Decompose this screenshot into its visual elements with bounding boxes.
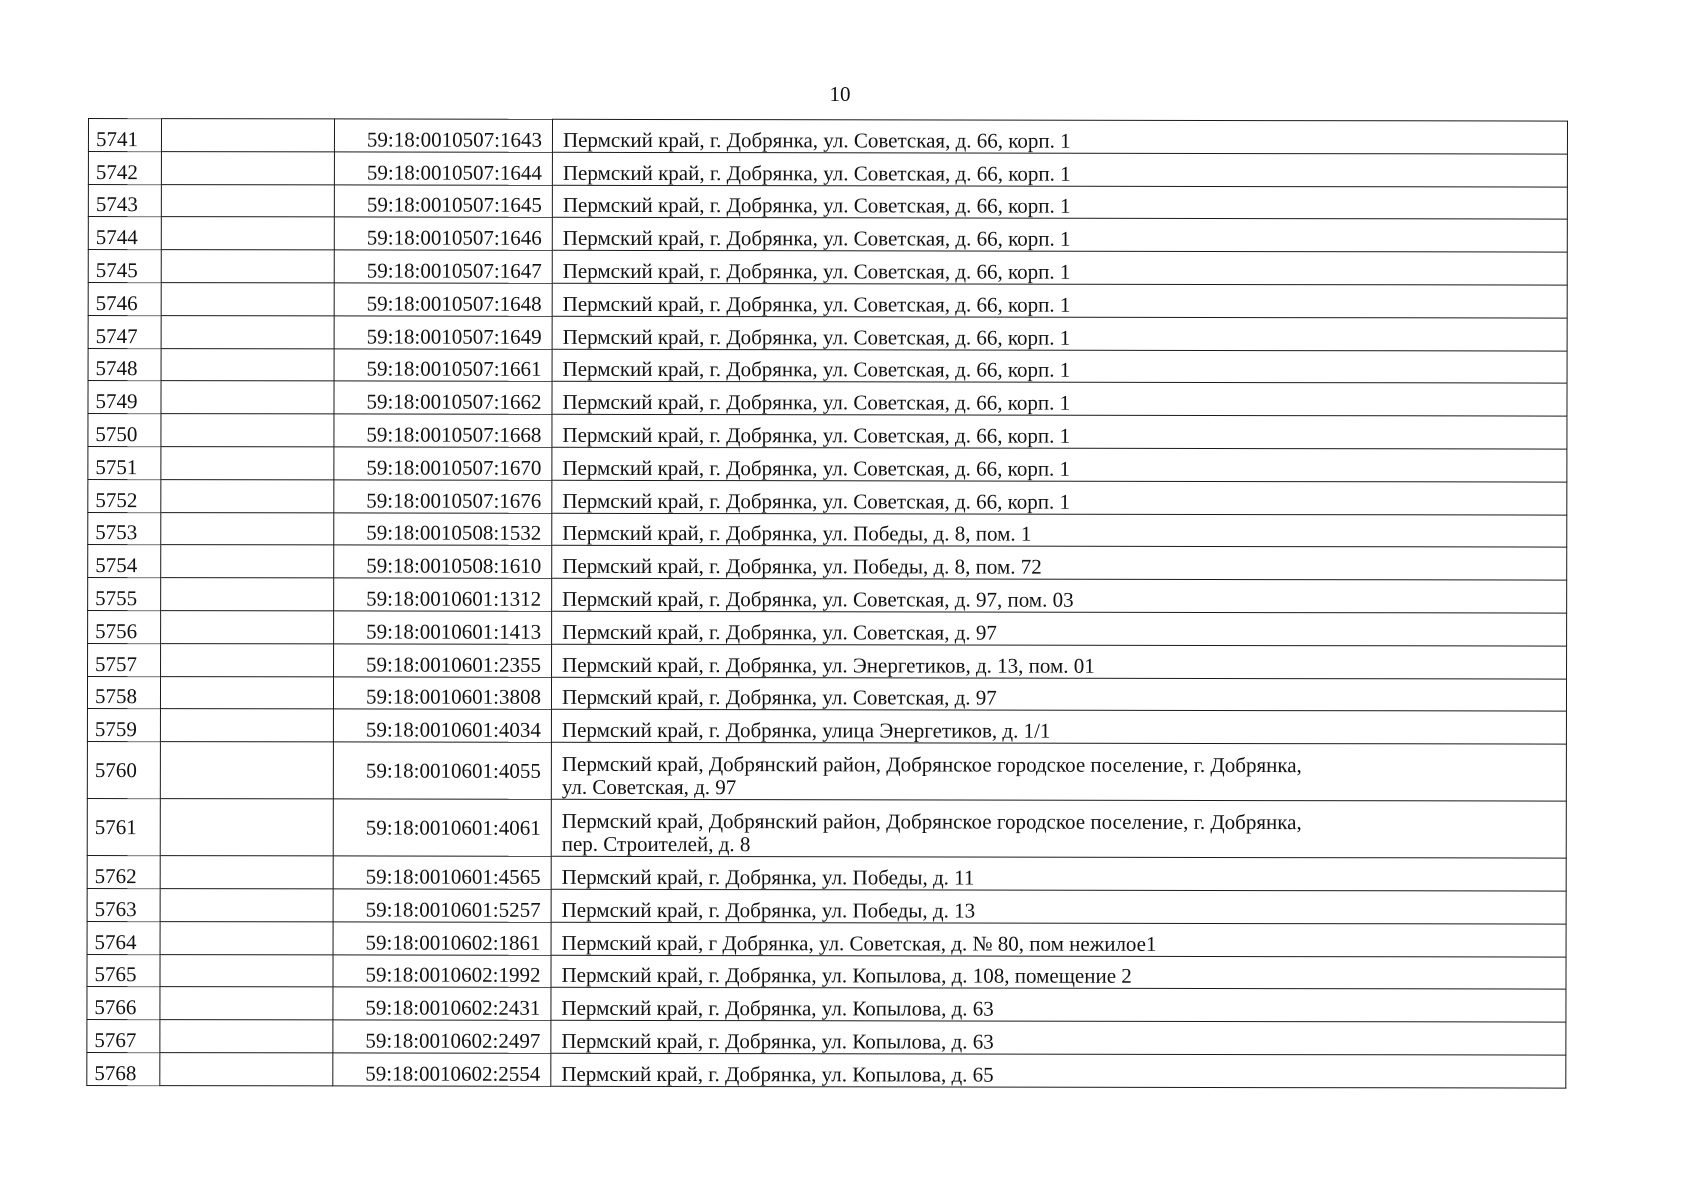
address-cell	[552, 185, 1567, 220]
address-line: Пермский край, г. Добрянка, ул. Энергетиков, д. 13, пом. 01	[562, 652, 1095, 678]
table-row	[87, 742, 1566, 802]
table-row	[87, 888, 1566, 923]
table-row	[88, 381, 1567, 416]
address-cell	[551, 1053, 1566, 1088]
address-line: Пермский край, г. Добрянка, ул. Советская, д. 66, корп. 1	[562, 324, 1071, 350]
cadastral-number: 59:18:0010507:1645	[334, 185, 552, 218]
row-number: 5761	[87, 799, 160, 856]
empty-cell	[161, 578, 334, 611]
address-cell	[552, 119, 1567, 154]
address-cell	[552, 513, 1567, 548]
address-line: Пермский край, г. Добрянка, ул. Копылова, д. 65	[561, 1061, 994, 1087]
empty-cell	[160, 742, 333, 799]
cadastral-number: 59:18:0010602:1992	[333, 954, 551, 987]
empty-cell	[161, 217, 334, 250]
cadastral-number: 59:18:0010508:1610	[334, 545, 552, 578]
address-cell	[552, 414, 1567, 449]
row-number: 5749	[88, 381, 161, 414]
address-cell	[552, 447, 1567, 482]
empty-cell	[161, 447, 334, 480]
row-number: 5764	[87, 921, 160, 954]
table-row	[87, 676, 1566, 711]
row-number: 5748	[88, 348, 161, 381]
address-cell	[552, 480, 1567, 515]
table-row	[88, 578, 1567, 613]
table-row	[88, 610, 1567, 645]
table-row	[88, 250, 1567, 285]
address-line: Пермский край, г. Добрянка, ул. Победы, д. 8, пом. 1	[562, 521, 1032, 547]
row-number: 5765	[87, 954, 160, 987]
address-line: пер. Строителей, д. 8	[561, 831, 751, 857]
empty-cell	[161, 643, 334, 676]
empty-cell	[161, 348, 334, 381]
row-number: 5754	[88, 545, 161, 578]
table-row	[88, 643, 1567, 678]
empty-cell	[160, 1020, 333, 1053]
empty-cell	[161, 119, 334, 152]
table-row	[88, 348, 1567, 383]
empty-cell	[160, 921, 333, 954]
table-row	[87, 709, 1566, 744]
address-cell	[552, 644, 1567, 679]
cadastral-number: 59:18:0010507:1648	[334, 283, 552, 316]
row-number: 5753	[88, 512, 161, 545]
empty-cell	[161, 315, 334, 348]
address-line: Пермский край, г Добрянка, ул. Советская, д. № 80, пом нежилое1	[561, 930, 1157, 956]
cadastral-number: 59:18:0010602:2554	[333, 1053, 551, 1086]
cadastral-number: 59:18:0010602:2497	[333, 1020, 551, 1053]
address-cell	[551, 856, 1566, 891]
empty-cell	[161, 250, 334, 283]
table-row	[88, 119, 1567, 154]
row-number: 5760	[87, 742, 160, 799]
cadastral-number: 59:18:0010507:1649	[334, 316, 552, 349]
address-line: Пермский край, г. Добрянка, ул. Советская, д. 97, пом. 03	[562, 586, 1074, 612]
address-line: Пермский край, г. Добрянка, ул. Победы, д. 8, пом. 72	[562, 553, 1042, 579]
cadastral-number: 59:18:0010507:1643	[334, 119, 552, 152]
table-row	[87, 1020, 1566, 1055]
cadastral-number: 59:18:0010601:1312	[334, 578, 552, 611]
cadastral-number: 59:18:0010601:4034	[333, 709, 551, 742]
row-number: 5759	[87, 709, 160, 742]
address-cell	[551, 799, 1566, 858]
address-line: ул. Советская, д. 97	[561, 774, 737, 800]
address-cell	[552, 349, 1567, 384]
empty-cell	[161, 283, 334, 316]
cadastral-number: 59:18:0010601:2355	[334, 644, 552, 677]
row-number: 5750	[88, 414, 161, 447]
address-cell	[552, 316, 1567, 351]
empty-cell	[160, 709, 333, 742]
table-row	[88, 545, 1567, 580]
row-number: 5763	[87, 888, 160, 921]
empty-cell	[160, 954, 333, 987]
row-number: 5743	[88, 184, 161, 217]
empty-cell	[160, 799, 333, 856]
address-cell	[552, 382, 1567, 417]
table-row	[88, 151, 1567, 186]
address-line: Пермский край, г. Добрянка, ул. Советская, д. 97	[562, 619, 997, 645]
cadastral-number: 59:18:0010602:1861	[333, 922, 551, 955]
address-line: Пермский край, г. Добрянка, ул. Победы, д. 13	[561, 897, 976, 923]
empty-cell	[161, 381, 334, 414]
row-number: 5768	[87, 1052, 160, 1085]
row-number: 5756	[88, 610, 161, 643]
cadastral-number: 59:18:0010508:1532	[334, 512, 552, 545]
empty-cell	[160, 987, 333, 1020]
row-number: 5752	[88, 479, 161, 512]
table-body	[87, 119, 1568, 1088]
row-number: 5758	[87, 676, 160, 709]
table-row	[88, 512, 1567, 547]
table-row	[88, 184, 1567, 219]
address-line: Пермский край, г. Добрянка, улица Энергетиков, д. 1/1	[561, 717, 1051, 743]
row-number: 5757	[88, 643, 161, 676]
row-number: 5742	[88, 151, 161, 184]
table-row	[87, 987, 1566, 1022]
cadastral-number: 59:18:0010601:3808	[333, 676, 551, 709]
address-line: Пермский край, Добрянский район, Добрянское городское поселение, г. Добрянка,	[561, 751, 1302, 778]
empty-cell	[161, 151, 334, 184]
row-number: 5747	[88, 315, 161, 348]
empty-cell	[161, 545, 334, 578]
address-line: Пермский край, г. Добрянка, ул. Советская, д. 66, корп. 1	[562, 160, 1071, 186]
address-line: Пермский край, Добрянский район, Добрянское городское поселение, г. Добрянка,	[561, 808, 1302, 835]
address-cell	[551, 922, 1566, 957]
cadastral-number: 59:18:0010602:2431	[333, 987, 551, 1020]
cadastral-number: 59:18:0010507:1668	[334, 414, 552, 447]
address-line: Пермский край, г. Добрянка, ул. Советская, д. 66, корп. 1	[562, 291, 1071, 317]
empty-cell	[160, 856, 333, 889]
empty-cell	[160, 676, 333, 709]
cadastral-number: 59:18:0010601:1413	[334, 611, 552, 644]
address-line: Пермский край, г. Добрянка, ул. Копылова, д. 63	[561, 995, 994, 1021]
address-line: Пермский край, г. Добрянка, ул. Советская, д. 66, корп. 1	[562, 488, 1071, 514]
table-row	[87, 799, 1566, 859]
row-number: 5762	[87, 856, 160, 889]
address-line: Пермский край, г. Добрянка, ул. Советская, д. 66, корп. 1	[562, 127, 1071, 153]
address-cell	[552, 611, 1567, 646]
row-number: 5767	[87, 1020, 160, 1053]
address-cell	[552, 578, 1567, 613]
cadastral-number: 59:18:0010507:1661	[334, 349, 552, 382]
empty-cell	[161, 184, 334, 217]
table-row	[87, 921, 1566, 956]
table-row	[88, 217, 1567, 252]
cadastral-number: 59:18:0010507:1646	[334, 217, 552, 250]
row-number: 5745	[88, 250, 161, 283]
page-number: 10	[829, 82, 851, 106]
cadastral-number: 59:18:0010507:1670	[334, 447, 552, 480]
address-cell	[552, 546, 1567, 581]
address-cell	[552, 218, 1567, 253]
address-cell	[551, 955, 1566, 990]
table-row	[88, 315, 1567, 350]
address-cell	[551, 889, 1566, 924]
table-row	[88, 282, 1567, 317]
cadastral-number: 59:18:0010507:1647	[334, 250, 552, 283]
address-cell	[551, 677, 1566, 712]
cadastral-number: 59:18:0010601:4055	[333, 742, 551, 799]
cadastral-number: 59:18:0010601:4061	[333, 799, 551, 856]
address-cell	[551, 988, 1566, 1023]
empty-cell	[161, 512, 334, 545]
row-number: 5741	[88, 119, 161, 152]
table-row	[88, 479, 1567, 514]
address-cell	[552, 152, 1567, 187]
address-line: Пермский край, г. Добрянка, ул. Советская, д. 66, корп. 1	[562, 258, 1071, 284]
address-line: Пермский край, г. Добрянка, ул. Советская, д. 66, корп. 1	[562, 422, 1071, 448]
row-number: 5746	[88, 282, 161, 315]
row-number: 5766	[87, 987, 160, 1020]
empty-cell	[160, 889, 333, 922]
address-line: Пермский край, г. Добрянка, ул. Советская, д. 66, корп. 1	[562, 226, 1071, 251]
cadastral-number: 59:18:0010601:4565	[333, 856, 551, 889]
row-number: 5744	[88, 217, 161, 250]
table-row	[87, 954, 1566, 989]
cadastral-number: 59:18:0010507:1644	[334, 152, 552, 185]
empty-cell	[161, 414, 334, 447]
address-line: Пермский край, г. Добрянка, ул. Советская, д. 66, корп. 1	[562, 390, 1071, 415]
table-row	[88, 414, 1567, 449]
cadastral-number: 59:18:0010601:5257	[333, 889, 551, 922]
address-line: Пермский край, г. Добрянка, ул. Победы, д. 11	[561, 864, 975, 890]
address-cell	[552, 250, 1567, 285]
table-row	[88, 446, 1567, 481]
address-line: Пермский край, г. Добрянка, ул. Копылова, д. 108, помещение 2	[561, 963, 1132, 989]
empty-cell	[160, 1053, 333, 1086]
row-number: 5751	[88, 446, 161, 479]
empty-cell	[161, 611, 334, 644]
address-cell	[552, 283, 1567, 318]
registry-table	[86, 118, 1568, 1088]
row-number: 5755	[88, 578, 161, 611]
address-cell	[551, 1020, 1566, 1055]
table-row	[87, 856, 1566, 891]
address-cell	[551, 742, 1566, 801]
address-line: Пермский край, г. Добрянка, ул. Советская, д. 66, корп. 1	[562, 357, 1071, 383]
cadastral-number: 59:18:0010507:1662	[334, 381, 552, 414]
address-line: Пермский край, г. Добрянка, ул. Советская, д. 97	[561, 685, 997, 710]
address-line: Пермский край, г. Добрянка, ул. Советская, д. 66, корп. 1	[562, 455, 1071, 481]
empty-cell	[161, 479, 334, 512]
address-cell	[551, 710, 1566, 745]
cadastral-number: 59:18:0010507:1676	[334, 480, 552, 513]
address-line: Пермский край, г. Добрянка, ул. Советская, д. 66, корп. 1	[562, 193, 1071, 219]
address-line: Пермский край, г. Добрянка, ул. Копылова, д. 63	[561, 1028, 994, 1054]
table-row	[87, 1052, 1566, 1087]
